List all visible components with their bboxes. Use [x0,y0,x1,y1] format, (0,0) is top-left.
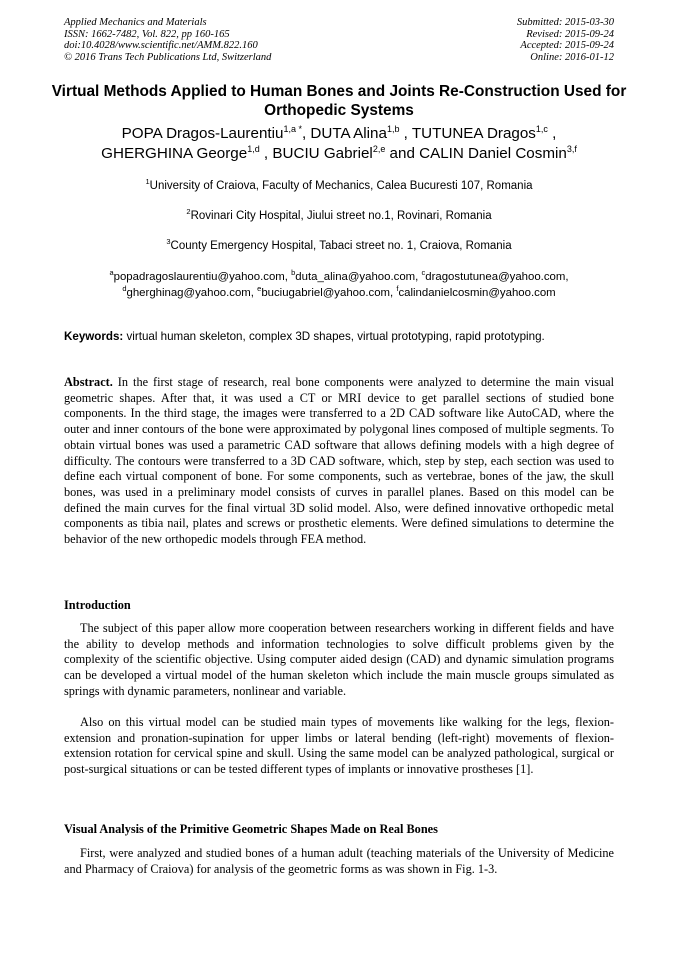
affiliation: $^1$University of Craiova, Faculty of Mechanics, Calea Bucuresti 107, Romania [145,177,533,192]
submitted-date: Submitted: 2015-03-30 [516,17,614,28]
submission-dates [517,17,614,63]
paragraph: First, were analyzed and studied bones of a human adult (teaching materials of the University of Medicine and Pharmacy of Craiova) for analysis of the geometric forms as was shown in Fig. 1-3. [64,846,614,876]
email: $^e$buciugabriel@yahoo.com, [257,284,397,299]
abstract [64,375,614,548]
keywords-text: virtual human skeleton, complex 3D shapes, virtual prototyping, rapid prototyping. [123,330,545,343]
paragraph: The subject of this paper allow more cooperation between researchers working in different fields and have the ability to develop methods and information technologies to solve difficult problems given by the complexity of the scientific objective. Using computer aided design (CAD) and dynamic simulation programs can be developed a virtual model of the human skeleton which include the main muscle groups simulated as springs with dynamic parameters, nonlinear and variable. [64,621,614,698]
email: $^f$calindanielcosmin@yahoo.com [396,284,556,299]
section-heading-visual-analysis: Visual Analysis of the Primitive Geometric Shapes Made on Real Bones [64,822,438,836]
journal-issn: ISSN: 1662-7482, Vol. 822, pp 160-165 [64,28,230,40]
author: GHERGHINA George$^{1,d}$ , [101,143,273,162]
keywords [64,330,616,344]
author: BUCIU Gabriel$^{2,e}$ and [272,143,420,162]
email: $^b$duta_alina@yahoo.com, [291,268,422,283]
author: TUTUNEA Dragos$^{1,c}$ , [411,123,557,142]
online-date: Online: 2016-01-12 [530,51,614,63]
accepted-date: Accepted: 2015-09-24 [520,40,614,51]
author-emails [40,269,638,301]
email: $^a$popadragoslaurentiu@yahoo.com, [109,268,292,283]
abstract-label: Abstract. [64,375,113,389]
paper-title: Virtual Methods Applied to Human Bones and Joints Re-Construction Used for Orthopedic Systems [51,83,627,119]
revised-date: Revised: 2015-09-24 [526,28,614,40]
journal-header [64,17,271,63]
journal-copyright: © 2016 Trans Tech Publications Ltd, Switzerland [64,51,272,63]
paragraph: Also on this virtual model can be studied main types of movements like walking for the legs, flexion-extension and pronation-supination for upper limbs or lateral bending (left-right) movements of flexion-extension rotation for cervical spine and skull. Using the same model can be analyzed pathological, surgical or post-surgical situations or can be tested different types of implants or innovative prostheses [1]. [64,715,614,777]
journal-name: Applied Mechanics and Materials [64,17,207,28]
affiliation: $^3$County Emergency Hospital, Tabaci street no. 1, Craiova, Romania [166,237,512,252]
journal-doi: doi:10.4028/www.scientific.net/AMM.822.160 [64,40,258,51]
email: $^c$dragostutunea@yahoo.com, [421,268,569,283]
author: DUTA Alina$^{1,b}$ , [310,123,412,142]
email: $^d$gherghinag@yahoo.com, [122,284,258,299]
author: POPA Dragos-Laurentiu$^{1,a *}$, [121,123,311,142]
affiliation: $^2$Rovinari City Hospital, Jiului street no.1, Rovinari, Romania [186,207,492,222]
keywords-label: Keywords: [64,330,124,343]
author: CALIN Daniel Cosmin$^{3,f}$ [419,143,577,162]
abstract-text: In the first stage of research, real bone components were analyzed to determine the main visual geometric shapes. After that, it was used a CT or MRI device to get parallel sections of studied bone components. In the third stage, the images were transferred to a 2D CAD software like AutoCAD, where the outer and inner contours of the bone were approximated by polygonal lines composed of multiple segments. To obtain virtual bones was used a parametric CAD software that allows defining models with a high degree of difficulty. The contours were transferred to a 3D CAD software, which, step by step, each section was used to define each virtual component of bone. For some components, such as vertebrae, bones of the jaw, the skull bones, was used in a preliminary model consists of curves in parallel planes. Based on this model can be defined the main curves for the final virtual 3D solid model. Also, were defined innovative orthopedic metal components as tibia nail, plates and screws or prosthetic elements. Were defined simulations to determine the behavior of the new orthopedic models through FEA method. [64,375,614,547]
section-heading-introduction: Introduction [64,598,131,612]
author-list [40,124,638,164]
